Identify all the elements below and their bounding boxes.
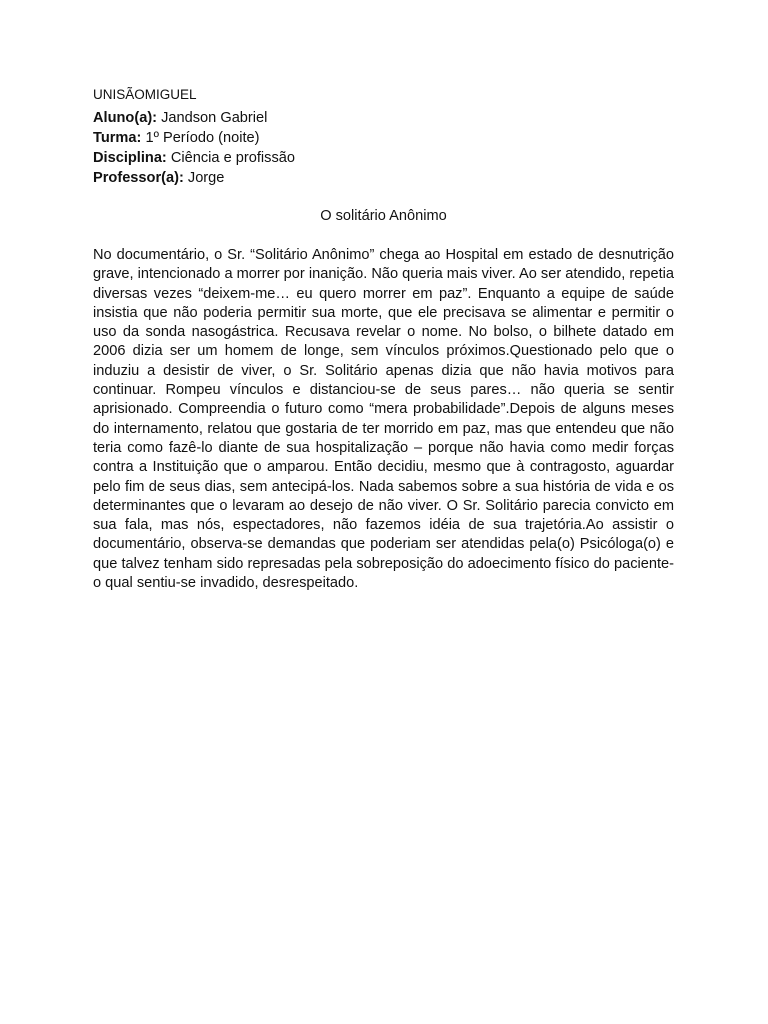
class-value: 1º Período (noite)	[145, 130, 260, 146]
professor-value: Jorge	[187, 170, 225, 186]
professor-label: Professor(a):	[93, 170, 184, 186]
discipline-label: Disciplina:	[93, 150, 167, 166]
professor-field	[93, 168, 674, 188]
student-field	[93, 108, 674, 128]
document-body: No documentário, o Sr. “Solitário Anônimo” chega ao Hospital em estado de desnutrição grave, intencionado a morrer por inanição. Não queria mais viver. Ao ser atendido, repetia diversas vezes “deixem-me… eu quero morrer em paz”. Enquanto a equipe de saúde insistia que não poderia permitir sua morte, que ele precisava se alimentar e permitir o uso da sonda nasogástrica. Recusava revelar o nome. No bolso, o bilhete datado em 2006 dizia ser um homem de longe, sem vínculos próximos.Questionado pelo que o induziu a desistir de viver, o Sr. Solitário apenas dizia que não havia motivos para continuar. Rompeu vínculos e distanciou-se de seus pares… não queria se sentir aprisionado. Compreendia o futuro como “mera probabilidade”.Depois de alguns meses do internamento, relatou que gostaria de ter morrido em paz, mas que entendeu que não teria como fazê-lo diante de sua hospitalização – porque não havia como medir forças contra a Instituição que o amparou. Então decidiu, mesmo que à contragosto, aguardar pelo fim de seus dias, sem antecipá-los. Nada sabemos sobre a sua história de vida e os determinantes que o levaram ao desejo de não viver. O Sr. Solitário parecia convicto em sua fala, mas nós, espectadores, não fazemos idéia de sua trajetória.Ao assistir o documentário, observa-se demandas que poderiam ser atendidas pela(o) Psicóloga(o) e que talvez tenham sido represadas pela sobreposição do adoecimento físico do paciente- o qual sentiu-se invadido, desrespeitado.	[93, 247, 674, 592]
class-field	[93, 128, 674, 148]
discipline-field	[93, 148, 674, 168]
class-label: Turma:	[93, 130, 142, 146]
student-label: Aluno(a):	[93, 110, 158, 126]
student-value: Jandson Gabriel	[161, 110, 268, 126]
document-title: O solitário Anônimo	[320, 208, 447, 224]
discipline-value: Ciência e profissão	[170, 150, 295, 166]
institution-name: UNISÃOMIGUEL	[93, 87, 197, 102]
document-page	[93, 86, 674, 593]
